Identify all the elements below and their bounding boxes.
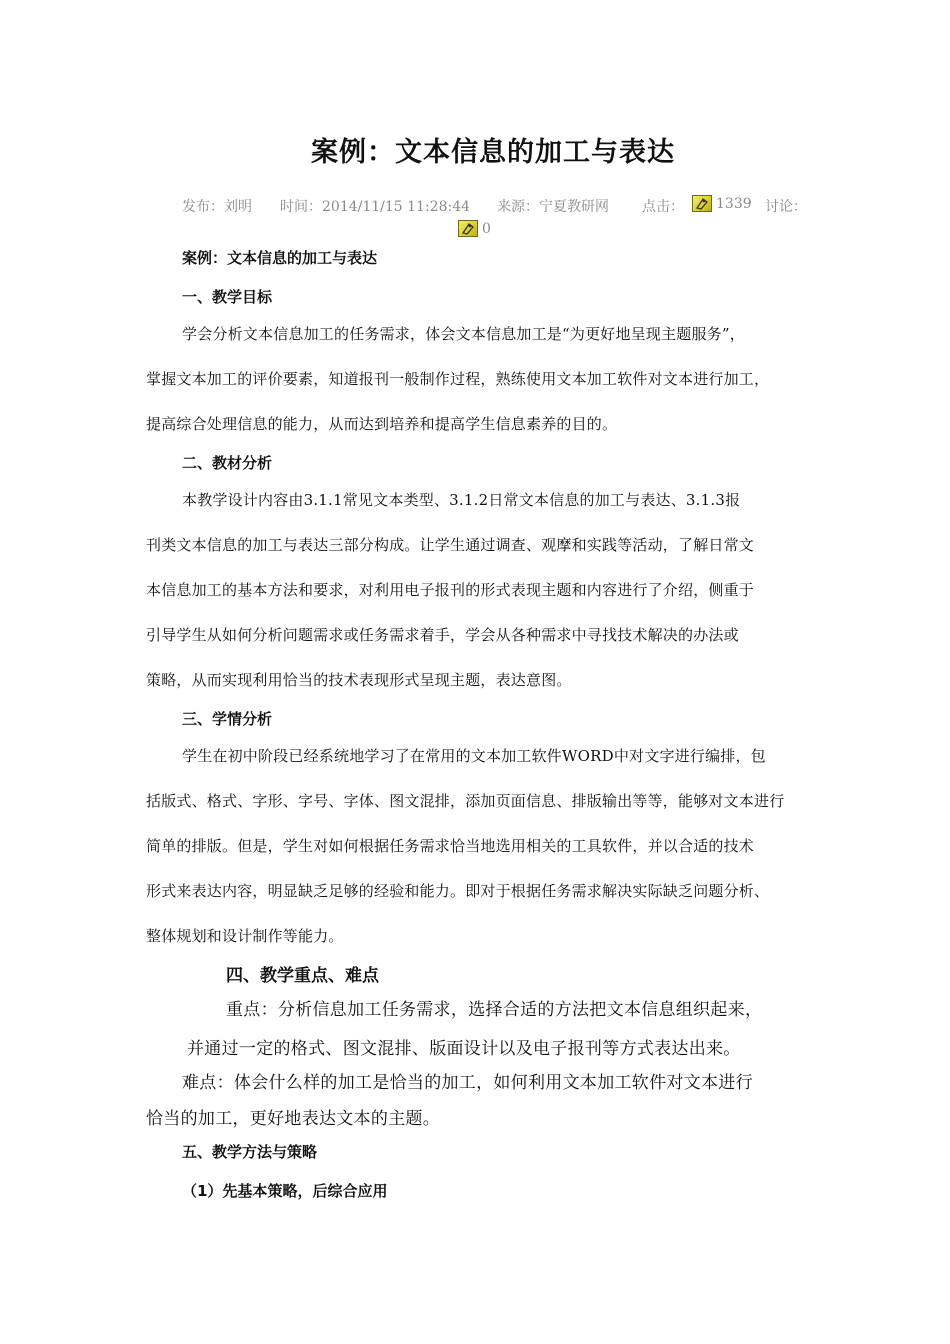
paragraph-line: 重点：分析信息加工任务需求，选择合适的方法把文本信息组织起来， <box>226 1000 763 1020</box>
page-title: 案例：文本信息的加工与表达 <box>311 137 675 168</box>
paragraph-line: 引导学生从如何分析问题需求或任务需求着手，学会从各种需求中寻找技术解决的办法或 <box>146 626 739 644</box>
paragraph-line: 学生在初中阶段已经系统地学习了在常用的文本加工软件WORD中对文字进行编排，包 <box>182 747 766 765</box>
counter-icon <box>458 219 478 238</box>
section-heading: 一、教学目标 <box>182 288 273 306</box>
subtitle: 案例：文本信息的加工与表达 <box>182 249 378 267</box>
paragraph-line: 括版式、格式、字形、字号、字体、图文混排，添加页面信息、排版输出等等，能够对文本进行 <box>146 792 785 810</box>
paragraph-line: 并通过一定的格式、图文混排、版面设计以及电子报刊等方式表达出来。 <box>187 1039 741 1059</box>
paragraph-line: 提高综合处理信息的能力，从而达到培养和提高学生信息素养的目的。 <box>146 415 618 433</box>
paragraph-line: 掌握文本加工的评价要素，知道报刊一般制作过程，熟练使用文本加工软件对文本进行加工， <box>146 370 770 388</box>
meta-clicks-value: 1339 <box>716 196 752 212</box>
paragraph-line: 本信息加工的基本方法和要求，对利用电子报刊的形式表现主题和内容进行了介绍，侧重于 <box>146 581 755 599</box>
paragraph-line: 整体规划和设计制作等能力。 <box>146 927 344 945</box>
paragraph-line: 形式来表达内容，明显缺乏足够的经验和能力。即对于根据任务需求解决实际缺乏问题分析、 <box>146 882 770 900</box>
paragraph-line: 刊类文本信息的加工与表达三部分构成。让学生通过调查、观摩和实践等活动，了解日常文 <box>146 536 755 554</box>
section-heading: 三、学情分析 <box>182 710 273 728</box>
meta-author: 发布：刘明 <box>182 199 252 215</box>
section-heading: 四、教学重点、难点 <box>226 966 379 986</box>
paragraph-line: 学会分析文本信息加工的任务需求，体会文本信息加工是“为更好地呈现主题服务”， <box>182 325 745 343</box>
meta-clicks-label: 点击： <box>642 199 684 215</box>
paragraph-line: 简单的排版。但是，学生对如何根据任务需求恰当地选用相关的工具软件，并以合适的技术 <box>146 837 755 855</box>
paragraph-line: 策略，从而实现利用恰当的技术表现形式呈现主题，表达意图。 <box>146 671 572 689</box>
counter-icon <box>692 194 712 213</box>
meta-source: 来源：宁夏教研网 <box>497 199 609 215</box>
section-heading: 五、教学方法与策略 <box>182 1143 318 1161</box>
section-heading: 二、教材分析 <box>182 454 273 472</box>
meta-time: 时间：2014/11/15 11:28:44 <box>280 199 471 215</box>
subsection-heading: （1）先基本策略，后综合应用 <box>182 1182 388 1200</box>
meta-discuss-value: 0 <box>482 221 491 237</box>
paragraph-line: 恰当的加工，更好地表达文本的主题。 <box>146 1109 441 1129</box>
meta-discuss-label: 讨论： <box>765 199 807 215</box>
paragraph-line: 本教学设计内容由3.1.1常见文本类型、3.1.2日常文本信息的加工与表达、3.1.3报 <box>182 491 741 509</box>
paragraph-line: 难点：体会什么样的加工是恰当的加工，如何利用文本加工软件对文本进行 <box>182 1073 753 1093</box>
